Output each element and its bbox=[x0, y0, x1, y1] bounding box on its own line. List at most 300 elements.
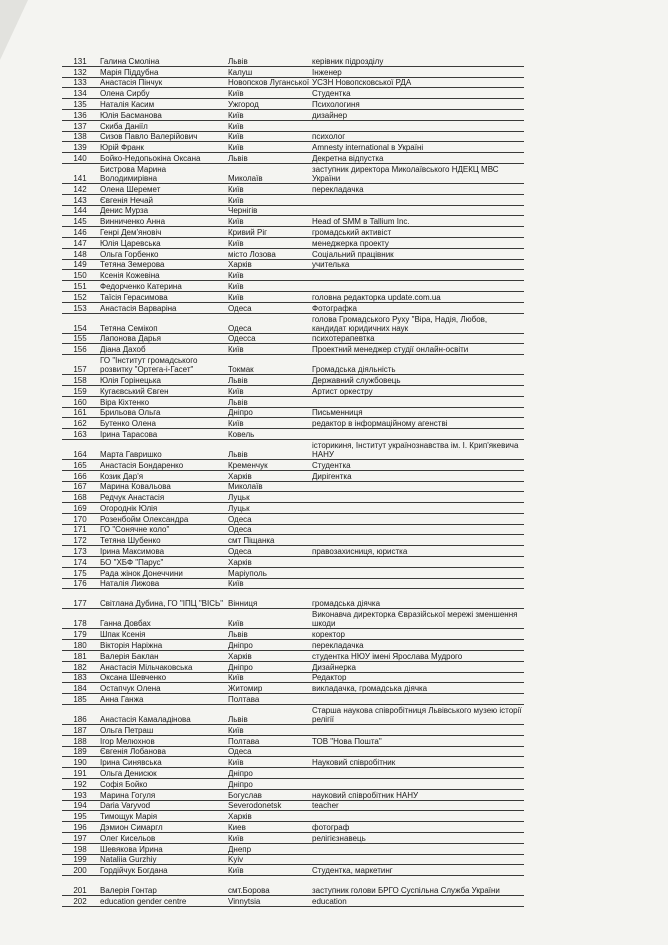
row-info: викладачка, громадська діячка bbox=[310, 683, 524, 694]
row-name: Валерія Баклан bbox=[98, 651, 226, 662]
row-name: Козик Дар'я bbox=[98, 470, 226, 481]
row-number: 134 bbox=[62, 88, 98, 99]
row-city: Львів bbox=[226, 153, 310, 164]
row-city: Луцьк bbox=[226, 492, 310, 503]
row-number: 172 bbox=[62, 535, 98, 546]
row-name: Рада жінок Донеччини bbox=[98, 567, 226, 578]
row-info: громадська діячка bbox=[310, 589, 524, 609]
table-row bbox=[62, 811, 524, 822]
row-number: 193 bbox=[62, 789, 98, 800]
row-name: Вікторія Наріжна bbox=[98, 640, 226, 651]
row-number: 202 bbox=[62, 896, 98, 907]
table-row bbox=[62, 779, 524, 790]
row-city: Київ bbox=[226, 88, 310, 99]
table-row bbox=[62, 651, 524, 662]
row-name: Юлія Басманова bbox=[98, 109, 226, 120]
row-info: Редактор bbox=[310, 672, 524, 683]
row-name: Тетяна Шубенко bbox=[98, 535, 226, 546]
row-number: 164 bbox=[62, 439, 98, 459]
row-number: 187 bbox=[62, 725, 98, 736]
row-number: 197 bbox=[62, 833, 98, 844]
row-info bbox=[310, 694, 524, 705]
row-name: Денис Мурза bbox=[98, 205, 226, 216]
row-number: 156 bbox=[62, 344, 98, 355]
table-row bbox=[62, 503, 524, 514]
row-number: 190 bbox=[62, 757, 98, 768]
row-number bbox=[62, 876, 98, 886]
row-city: Миколаїв bbox=[226, 163, 310, 183]
row-city: Полтава bbox=[226, 735, 310, 746]
row-city: Маріуполь bbox=[226, 567, 310, 578]
table-row bbox=[62, 789, 524, 800]
row-number: 138 bbox=[62, 131, 98, 142]
row-name: Олег Кисельов bbox=[98, 833, 226, 844]
row-name: Скиба Даніїл bbox=[98, 120, 226, 131]
row-city: Дніпро bbox=[226, 407, 310, 418]
row-city: Київ bbox=[226, 609, 310, 629]
table-row bbox=[62, 459, 524, 470]
row-city: Київ bbox=[226, 757, 310, 768]
row-number: 194 bbox=[62, 800, 98, 811]
row-city: Kyiv bbox=[226, 854, 310, 865]
row-number: 180 bbox=[62, 640, 98, 651]
table-row bbox=[62, 757, 524, 768]
row-number: 167 bbox=[62, 481, 98, 492]
row-info bbox=[310, 429, 524, 440]
row-name: Кугаєвський Євген bbox=[98, 385, 226, 396]
row-city: Дніпро bbox=[226, 640, 310, 651]
row-name: Лапонова Дарья bbox=[98, 333, 226, 344]
row-city: Харків bbox=[226, 557, 310, 568]
row-info bbox=[310, 535, 524, 546]
row-info: Декретна відпустка bbox=[310, 153, 524, 164]
table-row bbox=[62, 270, 524, 281]
table-row bbox=[62, 661, 524, 672]
row-number: 170 bbox=[62, 513, 98, 524]
row-city: Одеса bbox=[226, 513, 310, 524]
row-number: 178 bbox=[62, 609, 98, 629]
row-number: 151 bbox=[62, 281, 98, 292]
row-name: education gender centre bbox=[98, 896, 226, 907]
table-row bbox=[62, 355, 524, 375]
row-number: 185 bbox=[62, 694, 98, 705]
row-name: Шевякова Ирина bbox=[98, 843, 226, 854]
table-row bbox=[62, 429, 524, 440]
table-row bbox=[62, 205, 524, 216]
table-row bbox=[62, 56, 524, 66]
row-number: 140 bbox=[62, 153, 98, 164]
row-info bbox=[310, 503, 524, 514]
row-info bbox=[310, 768, 524, 779]
table-row bbox=[62, 163, 524, 183]
row-info: Артист оркестру bbox=[310, 385, 524, 396]
row-info bbox=[310, 557, 524, 568]
row-number: 158 bbox=[62, 375, 98, 386]
row-city: Новопсков Луганської bbox=[228, 78, 310, 88]
table-row bbox=[62, 854, 524, 865]
row-number: 195 bbox=[62, 811, 98, 822]
row-info: Студентка, маркетинг bbox=[310, 865, 524, 876]
row-city: Одесса bbox=[226, 333, 310, 344]
row-info bbox=[310, 746, 524, 757]
row-name: Наталія Лижова bbox=[98, 578, 226, 589]
row-number: 181 bbox=[62, 651, 98, 662]
row-number: 179 bbox=[62, 629, 98, 640]
row-name: Віра Кіхтенко bbox=[98, 396, 226, 407]
row-name: Марина Ковальова bbox=[98, 481, 226, 492]
row-name: Марія Піддубна bbox=[98, 66, 226, 77]
row-info: історикиня, Інститут українознавства ім. І. Крип'якевича НАНУ bbox=[310, 439, 524, 459]
table-row bbox=[62, 768, 524, 779]
row-name: Редчук Анастасія bbox=[98, 492, 226, 503]
table-row bbox=[62, 865, 524, 876]
row-info: громадський активіст bbox=[310, 227, 524, 238]
table-row bbox=[62, 876, 524, 886]
row-info: Head of SMM в Tallium Inc. bbox=[310, 216, 524, 227]
table-row bbox=[62, 183, 524, 194]
row-city: Київ bbox=[226, 833, 310, 844]
row-city: Львів bbox=[226, 56, 310, 66]
row-number: 161 bbox=[62, 407, 98, 418]
row-number: 141 bbox=[62, 163, 98, 183]
row-info bbox=[310, 843, 524, 854]
row-number: 201 bbox=[62, 885, 98, 895]
row-name: Сизов Павло Валерійович bbox=[98, 131, 226, 142]
signatory-list-sheet bbox=[62, 56, 522, 907]
row-info: Старша наукова співробітниця Львівського музею історії релігії bbox=[310, 705, 524, 725]
table-row bbox=[62, 194, 524, 205]
table-row bbox=[62, 439, 524, 459]
row-name: Юлія Горінецька bbox=[98, 375, 226, 386]
table-row bbox=[62, 418, 524, 429]
table-row bbox=[62, 153, 524, 164]
row-city: Київ bbox=[226, 131, 310, 142]
row-info: Дирігентка bbox=[310, 470, 524, 481]
row-name: Федорченко Катерина bbox=[98, 281, 226, 292]
row-name: Євгенія Нечай bbox=[98, 194, 226, 205]
row-info: Amnesty international в Україні bbox=[310, 142, 524, 153]
table-row bbox=[62, 683, 524, 694]
row-name: Бистрова Марина Володимирівна bbox=[98, 163, 226, 183]
row-info: УСЗН Новопсковської РДА bbox=[310, 77, 524, 88]
row-city: Дніпро bbox=[226, 768, 310, 779]
row-name: Дэмион Симаргл bbox=[98, 822, 226, 833]
table-row bbox=[62, 237, 524, 248]
table-row bbox=[62, 333, 524, 344]
row-city: Львів bbox=[226, 375, 310, 386]
row-city: Київ bbox=[226, 270, 310, 281]
row-city: Луцьк bbox=[226, 503, 310, 514]
row-city: Київ bbox=[226, 578, 310, 589]
row-number: 200 bbox=[62, 865, 98, 876]
row-info: головна редакторка update.com.ua bbox=[310, 291, 524, 302]
row-name: Ольга Петраш bbox=[98, 725, 226, 736]
row-number: 136 bbox=[62, 109, 98, 120]
row-name: Тимощук Марія bbox=[98, 811, 226, 822]
row-info bbox=[310, 725, 524, 736]
row-number: 149 bbox=[62, 259, 98, 270]
table-body bbox=[62, 56, 524, 906]
row-info: коректор bbox=[310, 629, 524, 640]
row-info: дизайнер bbox=[310, 109, 524, 120]
row-number: 199 bbox=[62, 854, 98, 865]
row-info: Психологиня bbox=[310, 99, 524, 110]
table-row bbox=[62, 131, 524, 142]
row-name: Брильова Ольга bbox=[98, 407, 226, 418]
row-number: 159 bbox=[62, 385, 98, 396]
row-name: Марина Гогуля bbox=[98, 789, 226, 800]
table-row bbox=[62, 99, 524, 110]
row-info: керівник підрозділу bbox=[310, 56, 524, 66]
row-city: Калуш bbox=[226, 66, 310, 77]
row-info bbox=[310, 779, 524, 790]
row-info: Студентка bbox=[310, 88, 524, 99]
row-city: Киев bbox=[226, 822, 310, 833]
row-city: Харків bbox=[226, 651, 310, 662]
row-number: 147 bbox=[62, 237, 98, 248]
row-name: Олена Сирбу bbox=[98, 88, 226, 99]
row-info: фотограф bbox=[310, 822, 524, 833]
row-city: Одеса bbox=[226, 302, 310, 313]
row-name: Юрій Франк bbox=[98, 142, 226, 153]
row-name: Nataliia Gurzhiy bbox=[98, 854, 226, 865]
row-number: 157 bbox=[62, 355, 98, 375]
row-name: Діана Дахоб bbox=[98, 344, 226, 355]
row-name: Софія Бойко bbox=[98, 779, 226, 790]
row-number: 188 bbox=[62, 735, 98, 746]
row-number: 143 bbox=[62, 194, 98, 205]
row-city: Київ bbox=[226, 725, 310, 736]
row-number: 165 bbox=[62, 459, 98, 470]
row-info: Громадська діяльність bbox=[310, 355, 524, 375]
table-row bbox=[62, 589, 524, 609]
row-name: Генрі Дем'яновіч bbox=[98, 227, 226, 238]
row-city: Ужгород bbox=[226, 99, 310, 110]
row-name: Ольга Денисюк bbox=[98, 768, 226, 779]
row-info: менеджерка проекту bbox=[310, 237, 524, 248]
row-name: Анастасія Камаладінова bbox=[98, 705, 226, 725]
row-city: Київ bbox=[226, 865, 310, 876]
row-info: правозахисниця, юристка bbox=[310, 546, 524, 557]
row-name: Шпак Ксенія bbox=[98, 629, 226, 640]
row-info: психолог bbox=[310, 131, 524, 142]
row-info: заступник директора Миколаївського НДЕКЦ МВС України bbox=[310, 163, 524, 183]
table-row bbox=[62, 120, 524, 131]
table-row bbox=[62, 578, 524, 589]
table-row bbox=[62, 470, 524, 481]
row-number: 131 bbox=[62, 56, 98, 66]
row-city: Київ bbox=[226, 418, 310, 429]
table-row bbox=[62, 640, 524, 651]
row-number: 196 bbox=[62, 822, 98, 833]
row-info: Фотографка bbox=[310, 302, 524, 313]
table-row bbox=[62, 609, 524, 629]
table-row bbox=[62, 567, 524, 578]
row-city: Київ bbox=[226, 672, 310, 683]
row-city: Одеса bbox=[226, 546, 310, 557]
row-number: 175 bbox=[62, 567, 98, 578]
row-number: 133 bbox=[62, 77, 98, 88]
row-city: Одеса bbox=[226, 524, 310, 535]
row-number: 192 bbox=[62, 779, 98, 790]
row-number: 182 bbox=[62, 661, 98, 672]
row-name: ГО "Інститут громадського розвитку "Ортега-і-Гасет" bbox=[98, 355, 226, 375]
table-row bbox=[62, 885, 524, 895]
table-row bbox=[62, 524, 524, 535]
table-row bbox=[62, 481, 524, 492]
table-row bbox=[62, 259, 524, 270]
row-name: Марта Гавришко bbox=[98, 439, 226, 459]
row-name: Світлана Дубина, ГО "ІПЦ "ВІСЬ" bbox=[98, 589, 226, 609]
table-row bbox=[62, 535, 524, 546]
row-number: 169 bbox=[62, 503, 98, 514]
row-city: Vinnytsia bbox=[226, 896, 310, 907]
row-info: перекладачка bbox=[310, 183, 524, 194]
row-city: Днепр bbox=[226, 843, 310, 854]
row-name: Анастасія Бондаренко bbox=[98, 459, 226, 470]
row-city: Львів bbox=[226, 705, 310, 725]
table-row bbox=[62, 281, 524, 292]
row-info: Науковий співробітник bbox=[310, 757, 524, 768]
row-name: Ганна Довбах bbox=[98, 609, 226, 629]
row-number: 163 bbox=[62, 429, 98, 440]
row-number: 160 bbox=[62, 396, 98, 407]
row-city: Київ bbox=[226, 344, 310, 355]
row-info: Соціальний працівник bbox=[310, 248, 524, 259]
row-name: Винниченко Анна bbox=[98, 216, 226, 227]
row-info: Проектний менеджер студії онлайн-освіти bbox=[310, 344, 524, 355]
row-number: 155 bbox=[62, 333, 98, 344]
row-city: Ковель bbox=[226, 429, 310, 440]
table-row bbox=[62, 705, 524, 725]
row-info: редактор в інформаційному агенстві bbox=[310, 418, 524, 429]
table-row bbox=[62, 672, 524, 683]
row-number: 153 bbox=[62, 302, 98, 313]
row-name: Ольга Горбенко bbox=[98, 248, 226, 259]
row-city: Харків bbox=[226, 811, 310, 822]
table-row bbox=[62, 344, 524, 355]
row-city: смт.Борова bbox=[226, 885, 310, 895]
row-info bbox=[310, 854, 524, 865]
row-city: Київ bbox=[226, 216, 310, 227]
row-city: Харків bbox=[226, 470, 310, 481]
row-number: 166 bbox=[62, 470, 98, 481]
table-row bbox=[62, 546, 524, 557]
row-name: Остапчук Олена bbox=[98, 683, 226, 694]
row-number: 135 bbox=[62, 99, 98, 110]
row-city: Severodonetsk bbox=[226, 800, 310, 811]
table-row bbox=[62, 291, 524, 302]
row-info bbox=[310, 811, 524, 822]
row-name: Анна Ганжа bbox=[98, 694, 226, 705]
row-info bbox=[310, 481, 524, 492]
row-info: релігієзнавець bbox=[310, 833, 524, 844]
row-number: 154 bbox=[62, 313, 98, 333]
row-info: голова Громадського Руху "Віра, Надія, Любов, кандидат юридичних наук bbox=[310, 313, 524, 333]
row-info bbox=[310, 396, 524, 407]
row-number: 174 bbox=[62, 557, 98, 568]
row-name: Ксенія Кожевіна bbox=[98, 270, 226, 281]
row-name: Юлія Царевська bbox=[98, 237, 226, 248]
row-number: 132 bbox=[62, 66, 98, 77]
row-number: 191 bbox=[62, 768, 98, 779]
row-city: Київ bbox=[226, 291, 310, 302]
row-info bbox=[310, 205, 524, 216]
row-name: Оксана Шевченко bbox=[98, 672, 226, 683]
row-number: 184 bbox=[62, 683, 98, 694]
row-info: Дизайнерка bbox=[310, 661, 524, 672]
table-row bbox=[62, 142, 524, 153]
row-name: ГО "Сонячне коло" bbox=[98, 524, 226, 535]
row-city: Харків bbox=[226, 259, 310, 270]
signatory-table bbox=[62, 56, 524, 907]
row-name: Бутенко Олена bbox=[98, 418, 226, 429]
row-city: Львів bbox=[226, 396, 310, 407]
row-number: 146 bbox=[62, 227, 98, 238]
table-row bbox=[62, 557, 524, 568]
row-info: ТОВ "Нова Пошта" bbox=[310, 735, 524, 746]
row-info: науковий співробітник НАНУ bbox=[310, 789, 524, 800]
row-info bbox=[310, 492, 524, 503]
row-info: перекладачка bbox=[310, 640, 524, 651]
row-info bbox=[310, 120, 524, 131]
row-city: Дніпро bbox=[226, 661, 310, 672]
row-name: Daria Varyvod bbox=[98, 800, 226, 811]
row-info bbox=[310, 513, 524, 524]
row-number: 198 bbox=[62, 843, 98, 854]
row-name: Гордійчук Богдана bbox=[98, 865, 226, 876]
table-row bbox=[62, 407, 524, 418]
row-info bbox=[310, 281, 524, 292]
row-city bbox=[226, 876, 310, 886]
table-row bbox=[62, 896, 524, 907]
table-row bbox=[62, 302, 524, 313]
row-city: Кременчук bbox=[226, 459, 310, 470]
row-name: Огороднік Юлія bbox=[98, 503, 226, 514]
row-number: 145 bbox=[62, 216, 98, 227]
row-city: Київ bbox=[226, 281, 310, 292]
row-city: Богуслав bbox=[226, 789, 310, 800]
row-city: Київ bbox=[226, 237, 310, 248]
row-info bbox=[310, 194, 524, 205]
row-city: смт Піщанка bbox=[226, 535, 310, 546]
row-city: місто Лозова bbox=[226, 248, 310, 259]
row-info bbox=[310, 876, 524, 886]
table-row bbox=[62, 694, 524, 705]
table-row bbox=[62, 66, 524, 77]
row-number: 176 bbox=[62, 578, 98, 589]
row-info: Студентка bbox=[310, 459, 524, 470]
row-name: Валерія Гонтар bbox=[98, 885, 226, 895]
row-name: Ірина Тарасова bbox=[98, 429, 226, 440]
row-number: 183 bbox=[62, 672, 98, 683]
table-row bbox=[62, 385, 524, 396]
table-row bbox=[62, 513, 524, 524]
table-row bbox=[62, 227, 524, 238]
row-city: Київ bbox=[226, 120, 310, 131]
row-name: Ігор Мелюхнов bbox=[98, 735, 226, 746]
row-city: Миколаїв bbox=[226, 481, 310, 492]
row-city: Київ bbox=[226, 194, 310, 205]
row-number: 152 bbox=[62, 291, 98, 302]
row-name: Галина Смоліна bbox=[98, 56, 226, 66]
row-name: Анастасія Варваріна bbox=[98, 302, 226, 313]
row-number: 142 bbox=[62, 183, 98, 194]
row-info: teacher bbox=[310, 800, 524, 811]
table-row bbox=[62, 216, 524, 227]
row-info bbox=[310, 270, 524, 281]
row-city: Кривий Ріг bbox=[226, 227, 310, 238]
